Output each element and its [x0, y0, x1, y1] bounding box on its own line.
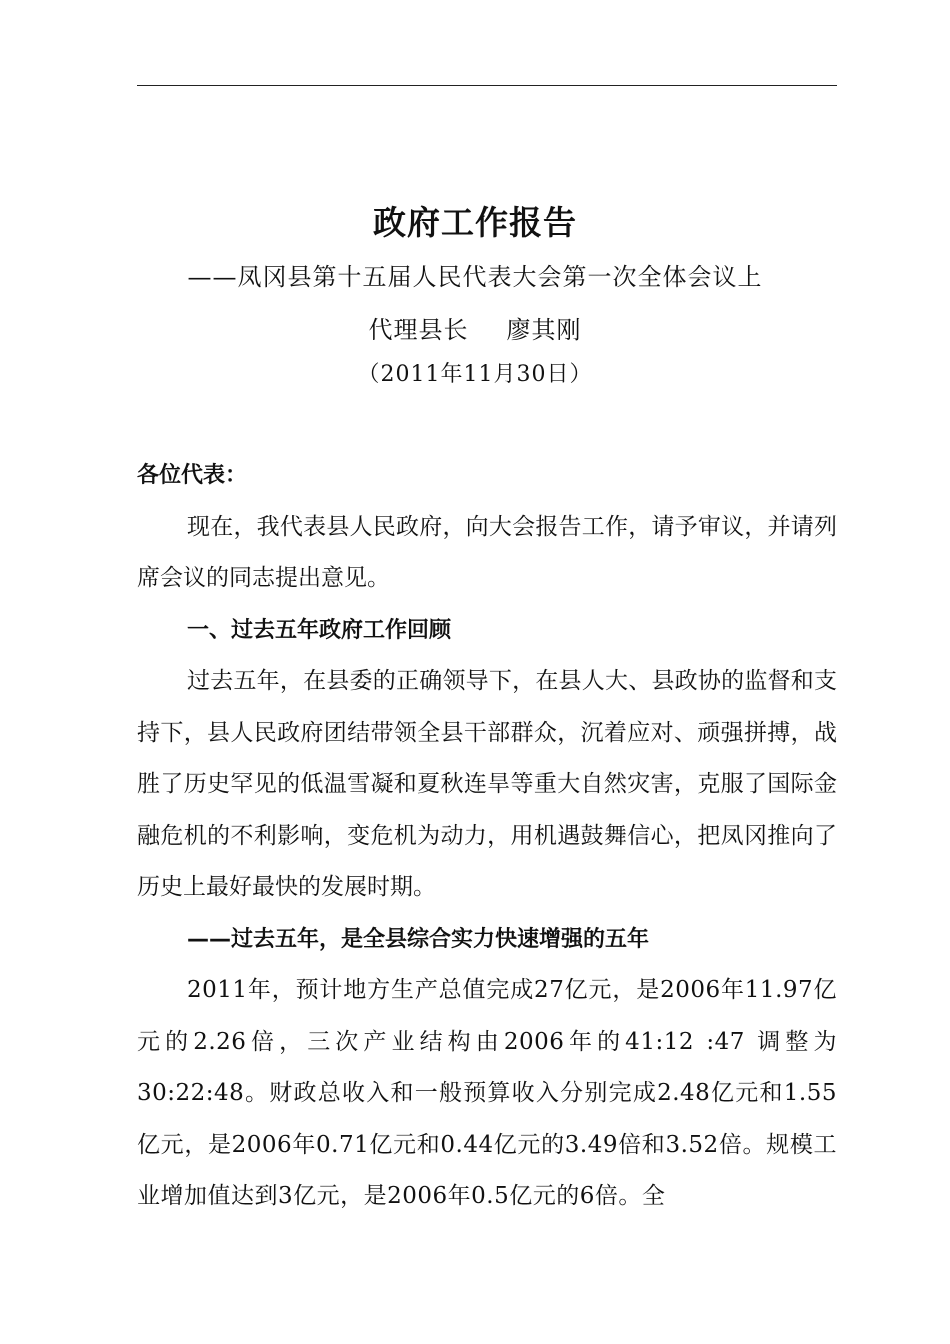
speaker-name: 廖其刚 [506, 316, 582, 344]
header-rule [137, 85, 837, 86]
report-date: （2011年11月30日） [357, 362, 593, 387]
report-subtitle: ——凤冈县第十五届人民代表大会第一次全体会议上 [187, 263, 763, 291]
intro-paragraph: 现在，我代表县人民政府，向大会报告工作，请予审议，并请列席会议的同志提出意见。 [137, 513, 837, 591]
section-heading: 一、过去五年政府工作回顾 [187, 617, 452, 643]
subsection-heading: ——过去五年，是全县综合实力快速增强的五年 [187, 926, 650, 952]
report-body [137, 450, 837, 1223]
report-title: 政府工作报告 [373, 203, 577, 242]
speaker-line [0, 310, 950, 345]
review-paragraph: 过去五年，在县委的正确领导下，在县人大、县政协的监督和支持下，县人民政府团结带领全县干部群众，沉着应对、顽强拼搏，战胜了历史罕见的低温雪凝和夏秋连旱等重大自然灾害，克服了国际金融危机的不利影响，变危机为动力，用机遇鼓舞信心，把凤冈推向了历史上最好最快的发展时期。 [137, 668, 837, 900]
speaker-role: 代理县长 [368, 316, 469, 344]
economy-paragraph: 2011年，预计地方生产总值完成27亿元，是2006年11.97亿元的2.26倍，三次产业结构由2006年的41:12 :47 调整为30:22:48。财政总收入和一般预算收入分别完成2.48亿元和1.55亿元，是2006年0.71亿元和0.44亿元的3.49倍和3.52倍。规模工业增加值达到3亿元，是2006年0.5亿元的6倍。全 [137, 977, 837, 1209]
salutation: 各位代表： [137, 463, 248, 488]
